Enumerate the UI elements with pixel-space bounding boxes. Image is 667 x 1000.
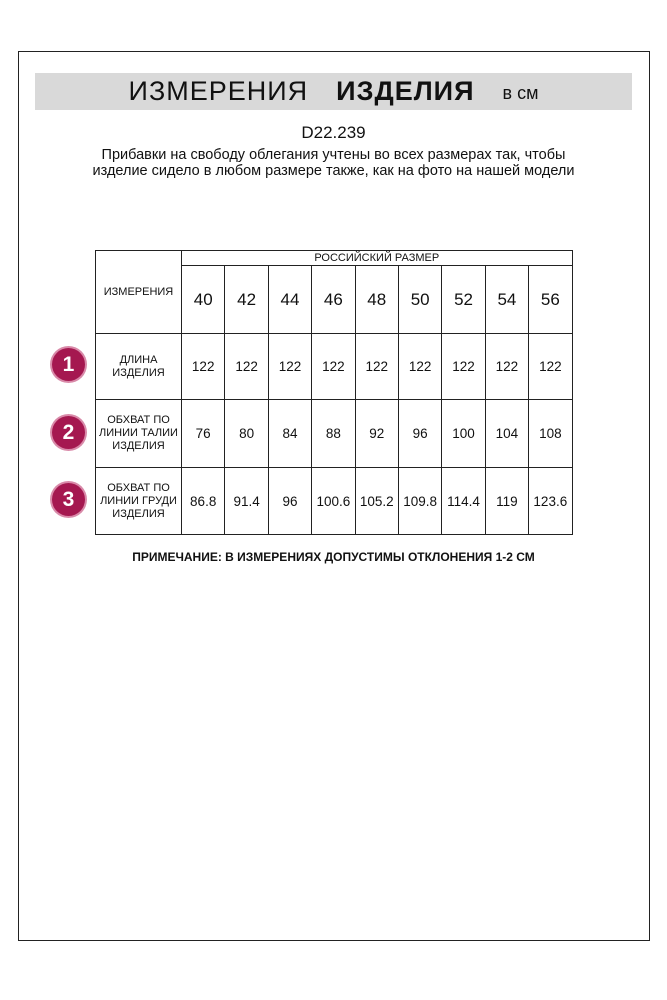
table-row <box>96 334 573 400</box>
size-cell: 44 <box>268 266 311 334</box>
value-cell: 100.6 <box>312 468 355 535</box>
table-row <box>96 468 573 535</box>
size-cell: 56 <box>529 266 572 334</box>
tolerance-note: ПРИМЕЧАНИЕ: В ИЗМЕРЕНИЯХ ДОПУСТИМЫ ОТКЛОНЕНИЯ 1-2 СМ <box>132 550 535 564</box>
value-cell: 88 <box>312 400 355 468</box>
value-cell: 100 <box>442 400 485 468</box>
value-cell: 114.4 <box>442 468 485 535</box>
value-cell: 86.8 <box>182 468 225 535</box>
marker-3-icon: 3 <box>52 483 85 516</box>
title-measurements: ИЗМЕРЕНИЯ <box>128 76 309 106</box>
value-cell: 122 <box>182 334 225 400</box>
size-cell: 42 <box>225 266 268 334</box>
fit-description: Прибавки на свободу облегания учтены во всех размерах так, чтобы изделие сидело в любом размере также, как на фото на нашей модели <box>92 147 575 179</box>
row-label: ОБХВАТ ПО ЛИНИИ ГРУДИ ИЗДЕЛИЯ <box>96 468 182 535</box>
value-cell: 96 <box>398 400 441 468</box>
value-cell: 105.2 <box>355 468 398 535</box>
value-cell: 122 <box>268 334 311 400</box>
marker-2-icon: 2 <box>52 416 85 449</box>
value-cell: 76 <box>182 400 225 468</box>
value-cell: 122 <box>529 334 572 400</box>
size-cell: 54 <box>485 266 528 334</box>
title-product: ИЗДЕЛИЯ <box>336 76 475 106</box>
value-cell: 80 <box>225 400 268 468</box>
value-cell: 122 <box>398 334 441 400</box>
title-unit: в см <box>502 83 539 103</box>
table-row <box>96 400 573 468</box>
row-label: ДЛИНА ИЗДЕЛИЯ <box>96 334 182 400</box>
size-cell: 46 <box>312 266 355 334</box>
size-header: РОССИЙСКИЙ РАЗМЕР <box>182 251 573 266</box>
value-cell: 122 <box>485 334 528 400</box>
size-cell: 50 <box>398 266 441 334</box>
value-cell: 122 <box>312 334 355 400</box>
title-bar <box>35 73 632 110</box>
value-cell: 123.6 <box>529 468 572 535</box>
size-table <box>95 250 573 535</box>
value-cell: 119 <box>485 468 528 535</box>
value-cell: 104 <box>485 400 528 468</box>
value-cell: 108 <box>529 400 572 468</box>
marker-1-icon: 1 <box>52 348 85 381</box>
value-cell: 91.4 <box>225 468 268 535</box>
value-cell: 122 <box>442 334 485 400</box>
row-label: ОБХВАТ ПО ЛИНИИ ТАЛИИ ИЗДЕЛИЯ <box>96 400 182 468</box>
article-code: D22.239 <box>301 123 366 142</box>
value-cell: 122 <box>355 334 398 400</box>
value-cell: 109.8 <box>398 468 441 535</box>
table-corner-label: ИЗМЕРЕНИЯ <box>96 251 182 334</box>
value-cell: 92 <box>355 400 398 468</box>
size-cell: 52 <box>442 266 485 334</box>
size-cell: 40 <box>182 266 225 334</box>
value-cell: 84 <box>268 400 311 468</box>
size-cell: 48 <box>355 266 398 334</box>
value-cell: 96 <box>268 468 311 535</box>
value-cell: 122 <box>225 334 268 400</box>
